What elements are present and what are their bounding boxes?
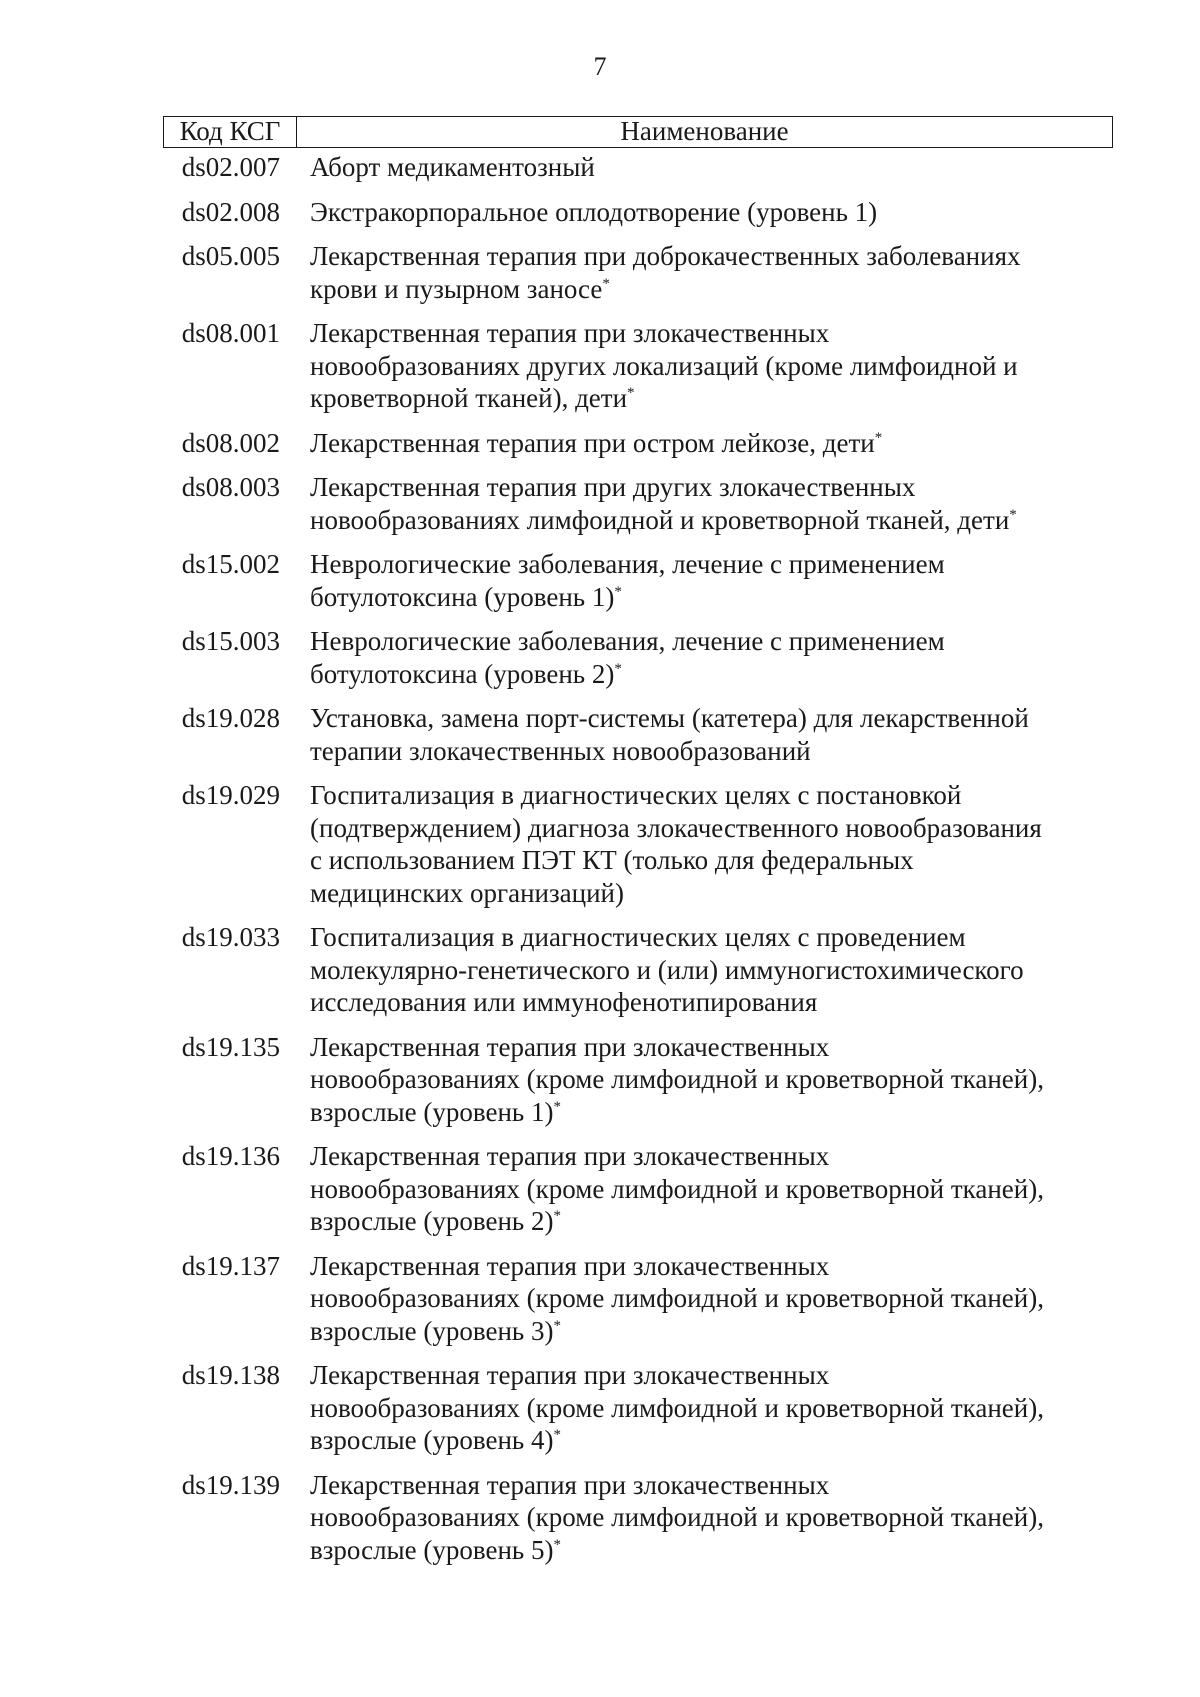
ksg-name — [310, 921, 1113, 1019]
ksg-name-text: Лекарственная терапия при злокачественных новообразованиях других локализаций (кроме лимфоидной и кроветворной тканей), дети — [310, 318, 1018, 413]
ksg-code: ds08.003 — [181, 472, 280, 502]
ksg-code: ds08.001 — [181, 318, 280, 348]
footnote-marker: * — [1009, 506, 1017, 523]
ksg-code: ds19.028 — [181, 703, 280, 733]
table-row — [163, 1359, 1113, 1457]
table-header — [163, 116, 1113, 148]
table-row — [163, 427, 1113, 460]
ksg-code: ds08.002 — [181, 427, 280, 458]
ksg-code: ds19.138 — [181, 1360, 280, 1390]
ksg-name-text: Неврологические заболевания, лечение с применением ботулотоксина (уровень 1) — [310, 549, 945, 612]
table-row — [163, 1250, 1113, 1348]
table-row — [163, 779, 1113, 909]
footnote-marker: * — [553, 1427, 561, 1443]
footnote-marker: * — [874, 429, 883, 446]
ksg-name — [310, 1031, 1113, 1129]
footnote-marker: * — [553, 1317, 561, 1334]
table-row — [163, 702, 1113, 767]
ksg-name-text: Госпитализация в диагностических целях с проведением молекулярно-генетического и (или) иммуногистохимического исследования или иммунофенотипирования — [310, 922, 1024, 1017]
ksg-name-text: Лекарственная терапия при злокачественных новообразованиях (кроме лимфоидной и кроветворной тканей), взрослые (уровень 5) — [310, 1469, 1044, 1565]
ksg-code: ds19.033 — [181, 922, 280, 952]
ksg-code: ds19.139 — [181, 1469, 280, 1500]
footnote-marker: * — [614, 583, 622, 600]
ksg-name-text: Госпитализация в диагностических целях с постановкой (подтверждением) диагноза злокачественного новообразования с использованием ПЭТ КТ (только для федеральных медицинских организаций) — [310, 780, 1042, 908]
header-code: Код КСГ — [164, 117, 297, 147]
ksg-name-text: Установка, замена порт-системы (катетера) для лекарственной терапии злокачественных новообразований — [310, 703, 1029, 766]
table-row — [163, 1469, 1113, 1567]
ksg-name — [310, 779, 1113, 909]
ksg-name — [310, 1469, 1113, 1567]
ksg-name — [310, 151, 1113, 184]
ksg-code: ds02.007 — [181, 152, 280, 182]
ksg-name — [310, 1140, 1113, 1238]
ksg-name — [310, 625, 1113, 690]
ksg-name-text: Неврологические заболевания, лечение с применением ботулотоксина (уровень 2) — [310, 626, 945, 689]
footnote-marker: * — [553, 1098, 561, 1115]
table-row — [163, 317, 1113, 415]
table-body — [163, 151, 1113, 1566]
ksg-code: ds19.137 — [181, 1250, 280, 1281]
table-row — [163, 196, 1113, 229]
ksg-code: ds19.136 — [181, 1141, 280, 1171]
table-row — [163, 1031, 1113, 1129]
ksg-name-text: Лекарственная терапия при злокачественных новообразованиях (кроме лимфоидной и кроветворной тканей), взрослые (уровень 2) — [310, 1141, 1044, 1236]
ksg-code: ds05.005 — [181, 241, 280, 271]
table-row — [163, 151, 1113, 184]
ksg-name-text: Лекарственная терапия при злокачественных новообразованиях (кроме лимфоидной и кроветворной тканей), взрослые (уровень 3) — [310, 1250, 1044, 1346]
footnote-marker: * — [614, 660, 622, 677]
ksg-name — [310, 317, 1113, 415]
ksg-name — [310, 471, 1113, 536]
table-row — [163, 548, 1113, 613]
footnote-marker: * — [553, 1536, 561, 1553]
footnote-marker: * — [553, 1208, 561, 1224]
ksg-name — [310, 427, 1113, 460]
ksg-name — [310, 240, 1113, 305]
page-number: 7 — [593, 52, 607, 81]
ksg-name-text: Лекарственная терапия при доброкачественных заболеваниях крови и пузырном заносе — [310, 241, 1021, 304]
ksg-table — [163, 116, 1113, 1578]
header-name: Наименование — [620, 116, 789, 146]
ksg-code: ds15.002 — [181, 549, 280, 579]
table-row — [163, 240, 1113, 305]
ksg-code: ds02.008 — [181, 196, 280, 227]
ksg-name-text: Лекарственная терапия при других злокачественных новообразованиях лимфоидной и кроветворной тканей, дети — [310, 472, 1010, 535]
ksg-code: ds19.135 — [181, 1031, 280, 1062]
ksg-name-text: Лекарственная терапия при злокачественных новообразованиях (кроме лимфоидной и кроветворной тканей), взрослые (уровень 4) — [310, 1360, 1044, 1455]
table-row — [163, 921, 1113, 1019]
ksg-name — [310, 702, 1113, 767]
ksg-name — [310, 1250, 1113, 1348]
ksg-code: ds15.003 — [181, 626, 280, 656]
footnote-marker: * — [602, 275, 610, 292]
ksg-name — [310, 548, 1113, 613]
ksg-name-text: Лекарственная терапия при остром лейкозе, дети — [310, 427, 875, 458]
ksg-name-text: Аборт медикаментозный — [310, 152, 595, 182]
footnote-marker: * — [627, 385, 635, 401]
table-row — [163, 1140, 1113, 1238]
ksg-name-text: Лекарственная терапия при злокачественных новообразованиях (кроме лимфоидной и кроветворной тканей), взрослые (уровень 1) — [310, 1031, 1044, 1127]
ksg-name-text: Экстракорпоральное оплодотворение (уровень 1) — [310, 196, 878, 227]
table-row — [163, 471, 1113, 536]
ksg-name — [310, 1359, 1113, 1457]
ksg-name — [310, 196, 1113, 229]
ksg-code: ds19.029 — [181, 780, 280, 810]
table-row — [163, 625, 1113, 690]
